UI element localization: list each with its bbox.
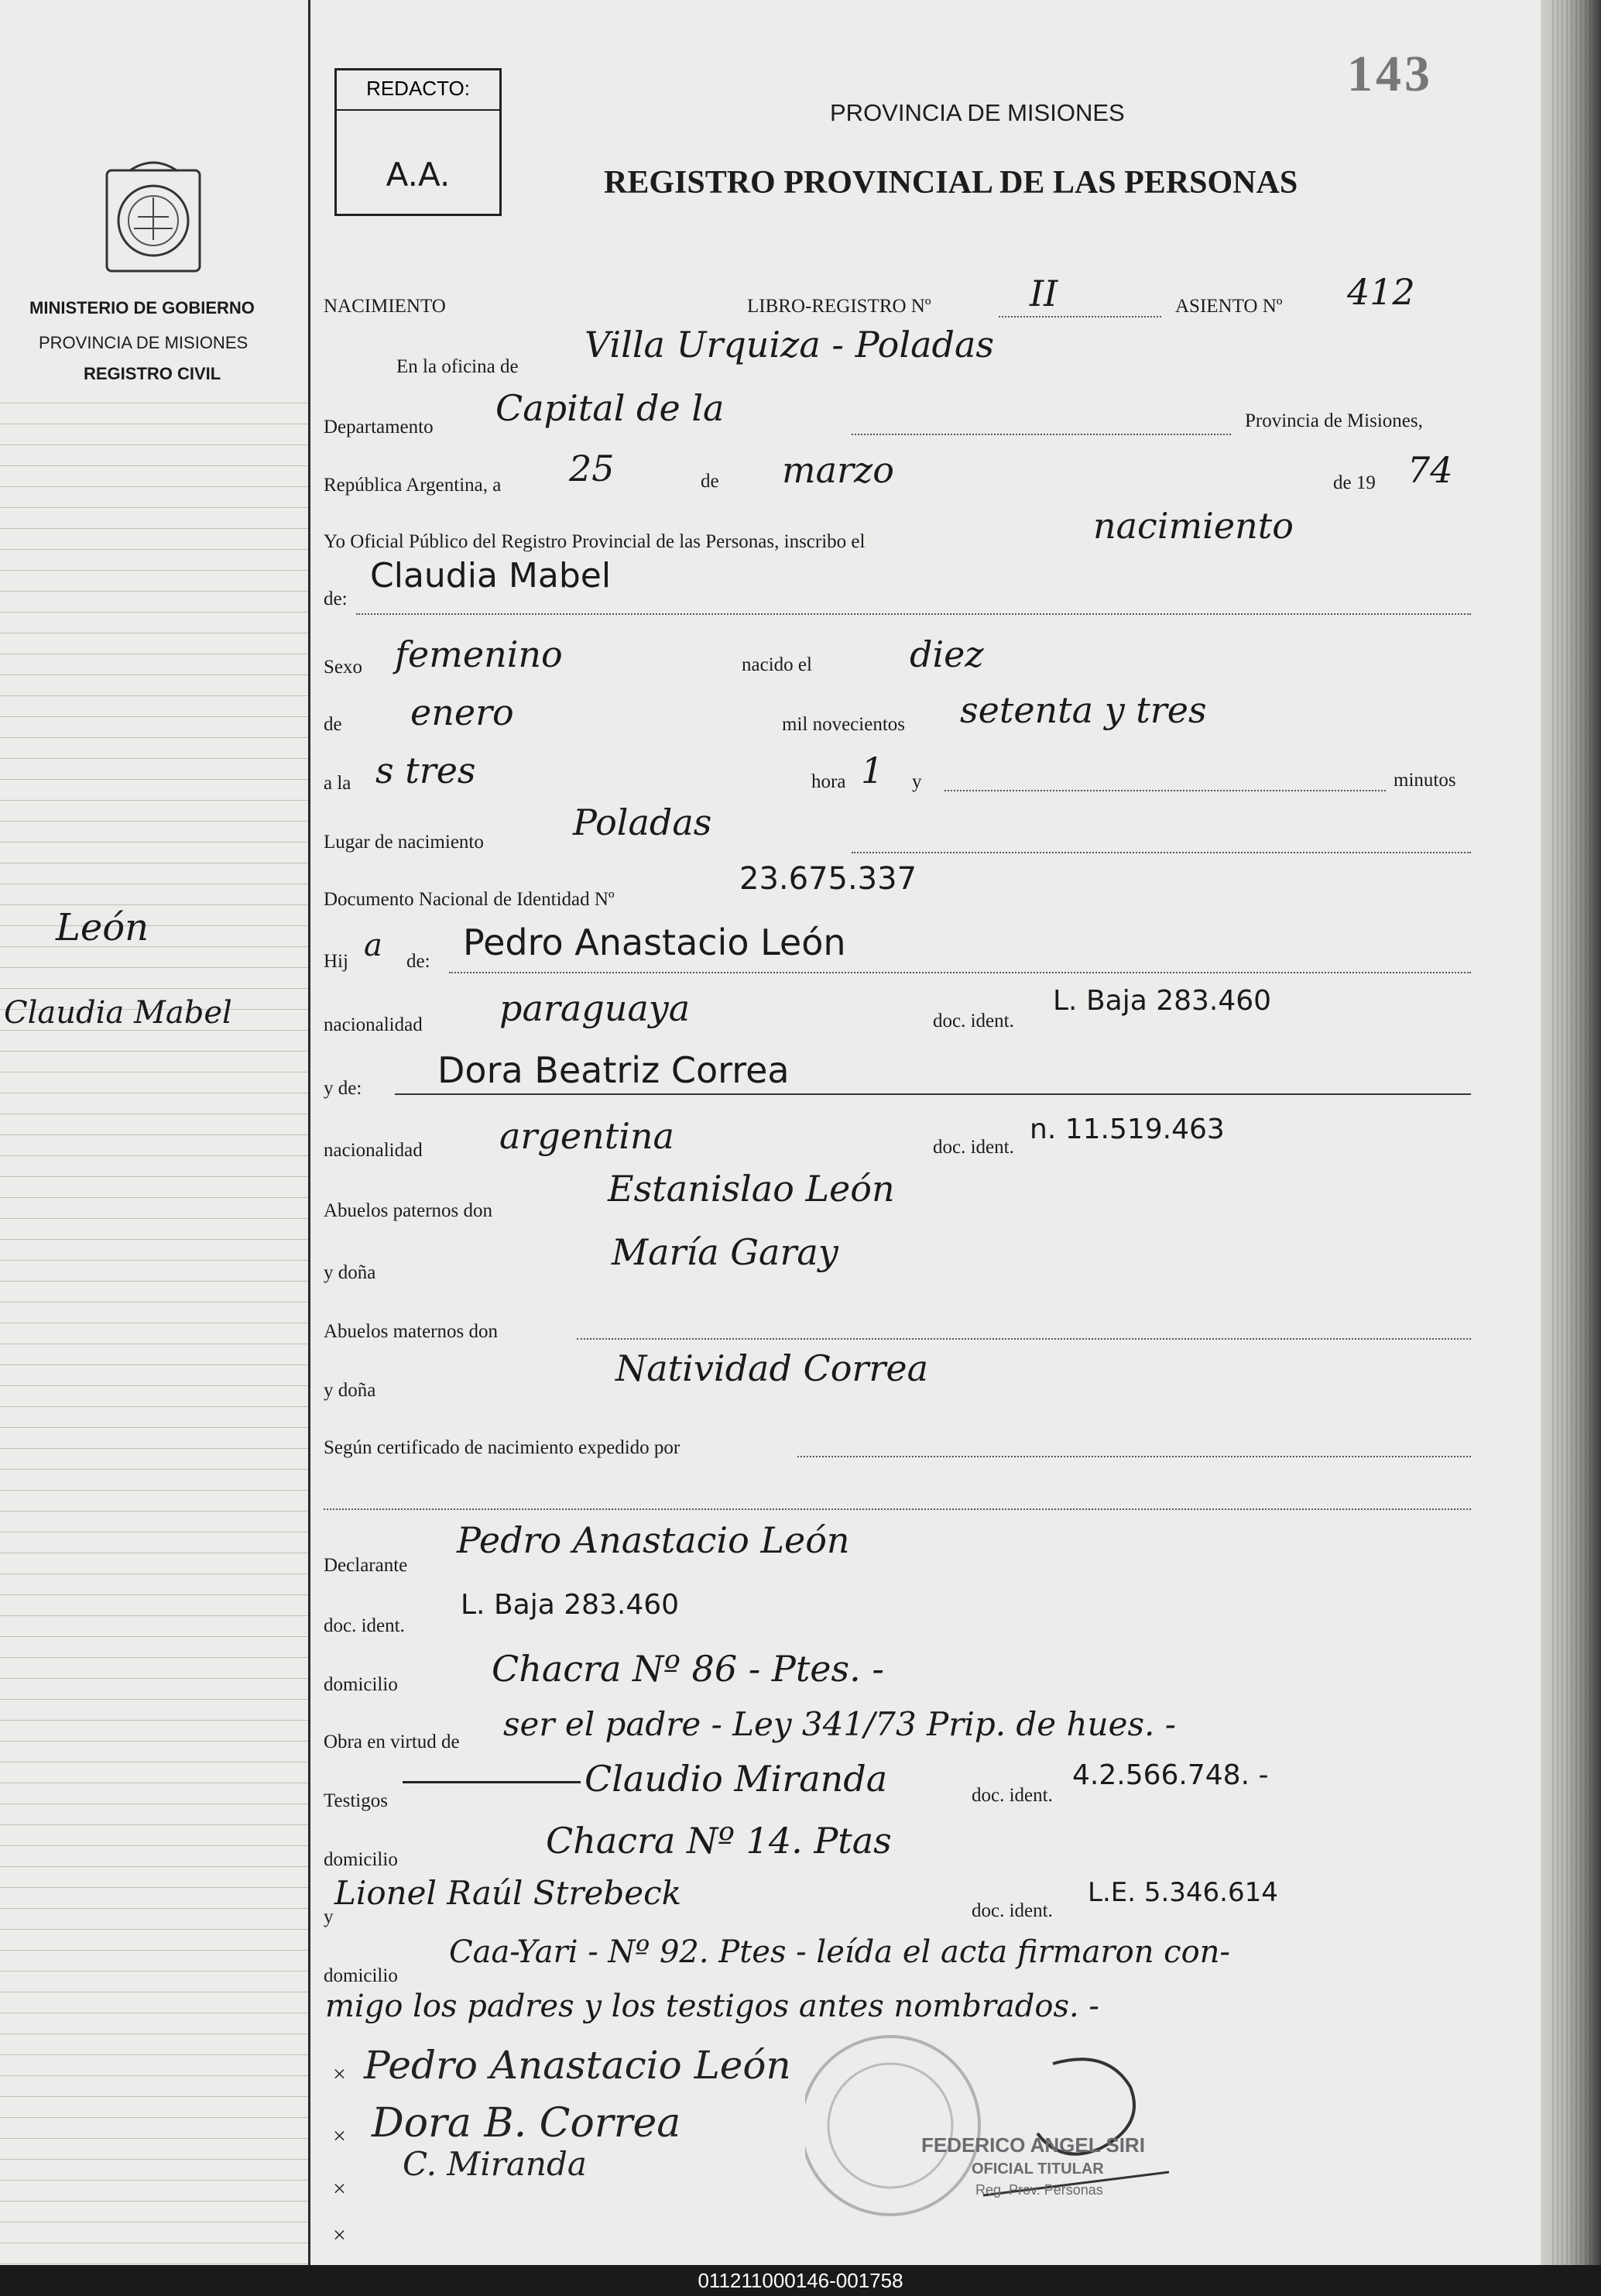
inscribo-value: nacimiento	[1093, 505, 1294, 547]
abuela-paterna-value: María Garay	[612, 1231, 838, 1273]
dni-value: 23.675.337	[739, 861, 917, 897]
redacto-box	[334, 68, 502, 216]
margin-rule	[0, 1385, 308, 1386]
margin-rule	[0, 1636, 308, 1637]
margin-rule	[0, 904, 308, 905]
oficina-label: En la oficina de	[396, 356, 519, 377]
madre-doc-value: n. 11.519.463	[1030, 1114, 1225, 1145]
margin-rule	[0, 1448, 308, 1449]
testigo1-domicilio-value: Chacra Nº 14. Ptas	[546, 1820, 892, 1862]
abuela-materna-value: Natividad Correa	[615, 1347, 929, 1389]
asiento-value: 412	[1347, 271, 1415, 313]
margin-rule	[0, 465, 308, 466]
margin-rule	[0, 2096, 308, 2097]
testigo1-doc-label: doc. ident.	[972, 1785, 1053, 1806]
margin-rule	[0, 486, 308, 487]
margin-rule	[0, 1511, 308, 1512]
margin-rule	[0, 946, 308, 947]
margin-rule	[0, 1615, 308, 1616]
y-de-label: y de:	[324, 1078, 362, 1099]
nacido-el-label: nacido el	[742, 654, 812, 675]
testigo2-value: Lionel Raúl Strebeck	[334, 1874, 682, 1912]
sexo-value: femenino	[395, 633, 563, 675]
y-label: y	[912, 771, 922, 792]
margin-rule	[0, 591, 308, 592]
de-19-label: de 19	[1333, 472, 1376, 493]
testigo1-value: Claudio Miranda	[585, 1758, 888, 1800]
civil-registry-label: REGISTRO CIVIL	[84, 364, 221, 383]
redacto-divider	[337, 109, 499, 111]
stamp-role: OFICIAL TITULAR	[972, 2160, 1104, 2178]
nacido-dia-value: diez	[910, 633, 984, 675]
madre-underline	[395, 1093, 1471, 1095]
signature-testigo: C. Miranda	[403, 2145, 587, 2183]
signature-padre: Pedro Anastacio León	[364, 2043, 791, 2088]
hora-value: 1	[861, 750, 884, 791]
stamp-reg: Reg. Prov. Personas	[975, 2182, 1103, 2198]
hora-label: hora	[811, 771, 846, 792]
sexo-label: Sexo	[324, 657, 362, 678]
left-province-label: PROVINCIA DE MISIONES	[39, 333, 249, 352]
lugar-value: Poladas	[573, 801, 712, 843]
margin-rule	[0, 1971, 308, 1972]
madre-nacionalidad-value: argentina	[499, 1115, 674, 1157]
testigos-label: Testigos	[324, 1790, 388, 1811]
departamento-underline	[852, 434, 1231, 435]
testigos-strike	[403, 1781, 581, 1783]
a-la-value: s tres	[375, 750, 476, 791]
departamento-label: Departamento	[324, 417, 434, 438]
nombre-value: Claudia Mabel	[370, 556, 612, 595]
padre-doc-label: doc. ident.	[933, 1011, 1014, 1031]
margin-rule	[0, 695, 308, 696]
margin-rule	[0, 2075, 308, 2076]
margin-rule	[0, 1908, 308, 1909]
mes-value: marzo	[782, 449, 894, 491]
y-testigo2-label: y	[324, 1906, 334, 1927]
obra-value: ser el padre - Ley 341/73 Prip. de hues. -	[503, 1705, 1176, 1743]
minutos-label: minutos	[1394, 770, 1456, 791]
margin-rule	[0, 1134, 308, 1135]
mil-novecientos-label: mil novecientos	[782, 714, 905, 735]
margin-rule	[0, 1699, 308, 1700]
de2-label: de	[324, 714, 342, 735]
margin-given-names: Claudia Mabel	[4, 995, 232, 1031]
y-dona-materna-label: y doña	[324, 1380, 376, 1401]
asiento-label: ASIENTO Nº	[1175, 296, 1283, 317]
margin-rule	[0, 2201, 308, 2202]
signature-madre: Dora B. Correa	[372, 2100, 681, 2147]
margin-rule	[0, 612, 308, 613]
minutos-underline	[944, 790, 1386, 791]
declarante-domicilio-value: Chacra Nº 86 - Ptes. -	[492, 1648, 884, 1690]
testigo2-doc-value: L.E. 5.346.614	[1088, 1877, 1278, 1908]
margin-rule	[0, 988, 308, 989]
abuelo-paterno-value: Estanislao León	[608, 1168, 895, 1210]
testigo1-domicilio-label: domicilio	[324, 1849, 398, 1870]
margin-rule	[0, 737, 308, 738]
abuelos-maternos-label: Abuelos maternos don	[324, 1321, 498, 1342]
redacto-value: A.A.	[386, 156, 451, 194]
margin-rule	[0, 444, 308, 445]
margin-rule	[0, 800, 308, 801]
margin-rule	[0, 1364, 308, 1365]
margin-rule	[0, 2117, 308, 2118]
testigo2-domicilio-line2: migo los padres y los testigos antes nombrados. -	[325, 1989, 1099, 2024]
nacionalidad-padre-label: nacionalidad	[324, 1014, 423, 1035]
padre-underline	[449, 972, 1471, 973]
padre-doc-value: L. Baja 283.460	[1053, 985, 1272, 1017]
margin-rule	[0, 779, 308, 780]
margin-rule	[0, 1594, 308, 1595]
declarante-doc-label: doc. ident.	[324, 1615, 405, 1636]
margin-rule	[0, 1469, 308, 1470]
margin-rule	[0, 1741, 308, 1742]
margin-rule	[0, 528, 308, 529]
signature-mark-1: ×	[333, 2061, 346, 2087]
header-registry: REGISTRO PROVINCIAL DE LAS PERSONAS	[604, 165, 1298, 201]
book-page-stack	[1552, 0, 1595, 2265]
margin-rule	[0, 2054, 308, 2055]
margin-rule	[0, 1051, 308, 1052]
margin-rule	[0, 2180, 308, 2181]
libro-underline	[999, 316, 1161, 317]
dni-label: Documento Nacional de Identidad Nº	[324, 889, 615, 910]
folio-number: 143	[1347, 46, 1433, 102]
oficial-label: Yo Oficial Público del Registro Provincial de las Personas, inscribo el	[324, 531, 866, 552]
ministry-label: MINISTERIO DE GOBIERNO	[29, 298, 255, 317]
abuelo-materno-underline	[577, 1338, 1471, 1340]
margin-rule	[0, 758, 308, 759]
padre-nacionalidad-value: paraguaya	[499, 987, 691, 1029]
margin-rule	[0, 716, 308, 717]
margin-rule	[0, 2138, 308, 2139]
nacimiento-label: NACIMIENTO	[324, 296, 446, 317]
margin-rule	[0, 1427, 308, 1428]
margin-rule	[0, 925, 308, 926]
margin-rule	[0, 1281, 308, 1282]
de-label: de	[701, 471, 719, 492]
margin-rule	[0, 1197, 308, 1198]
departamento-value: Capital de la	[495, 387, 725, 429]
margin-rule	[0, 1239, 308, 1240]
republica-label: República Argentina, a	[324, 475, 502, 496]
margin-rule	[0, 1260, 308, 1261]
margin-rule	[0, 1950, 308, 1951]
margin-rule	[0, 570, 308, 571]
margin-separator	[308, 0, 310, 2265]
margin-rule	[0, 1866, 308, 1867]
testigo2-domicilio-line1: Caa-Yari - Nº 92. Ptes - leída el acta firmaron con-	[449, 1934, 1230, 1970]
segun-label: Según certificado de nacimiento expedido por	[324, 1437, 681, 1458]
redacto-label: REDACTO:	[366, 77, 470, 100]
nacionalidad-madre-label: nacionalidad	[324, 1140, 423, 1161]
margin-rule	[0, 2263, 308, 2264]
declarante-doc-value: L. Baja 283.460	[461, 1589, 680, 1621]
testigo2-domicilio-label: domicilio	[324, 1965, 398, 1986]
margin-rule	[0, 1218, 308, 1219]
hij-suffix-value: a	[364, 928, 382, 963]
lugar-label: Lugar de nacimiento	[324, 832, 484, 853]
a-la-label: a la	[324, 773, 351, 794]
madre-value: Dora Beatriz Correa	[437, 1049, 790, 1091]
margin-rule	[0, 1887, 308, 1888]
testigo2-doc-label: doc. ident.	[972, 1900, 1053, 1921]
lugar-underline	[852, 852, 1471, 853]
margin-rule	[0, 1720, 308, 1721]
hij-label: Hij	[324, 951, 348, 972]
libro-label: LIBRO-REGISTRO Nº	[747, 296, 931, 317]
margin-rule	[0, 1406, 308, 1407]
margin-rule	[0, 549, 308, 550]
margin-rule	[0, 674, 308, 675]
signature-mark-4: ×	[333, 2222, 346, 2248]
margin-rule	[0, 842, 308, 843]
de-colon-label: de:	[324, 589, 348, 609]
y-dona-paterna-label: y doña	[324, 1262, 376, 1283]
margin-rule	[0, 1678, 308, 1679]
margin-rule	[0, 1490, 308, 1491]
declarante-label: Declarante	[324, 1555, 408, 1576]
margin-rule	[0, 2159, 308, 2160]
margin-rule	[0, 1824, 308, 1825]
margin-rule	[0, 967, 308, 968]
segun-underline-2	[324, 1508, 1471, 1510]
abuelos-paternos-label: Abuelos paternos don	[324, 1200, 493, 1221]
margin-rule	[0, 1845, 308, 1846]
margin-surname: León	[56, 906, 149, 949]
oficina-value: Villa Urquiza - Poladas	[585, 324, 994, 366]
signature-mark-3: ×	[333, 2176, 346, 2202]
margin-rule	[0, 1155, 308, 1156]
margin-rule	[0, 821, 308, 822]
obra-label: Obra en virtud de	[324, 1731, 460, 1752]
madre-doc-label: doc. ident.	[933, 1137, 1014, 1158]
libro-value: II	[1030, 273, 1058, 314]
provincial-seal-icon	[91, 155, 215, 279]
segun-underline	[797, 1456, 1471, 1457]
margin-rule	[0, 507, 308, 508]
hij-de-label: de:	[406, 951, 430, 972]
margin-rule	[0, 2033, 308, 2034]
signature-mark-2: ×	[333, 2123, 346, 2149]
provincia-misiones-label: Provincia de Misiones,	[1245, 410, 1423, 431]
nacido-mes-value: enero	[410, 692, 514, 733]
declarante-domicilio-label: domicilio	[324, 1674, 398, 1695]
footer-code: 011211000146-001758	[0, 2265, 1601, 2296]
margin-rule	[0, 1657, 308, 1658]
padre-value: Pedro Anastacio León	[463, 921, 846, 963]
header-province: PROVINCIA DE MISIONES	[830, 99, 1125, 126]
dia-value: 25	[569, 448, 615, 489]
margin-rule	[0, 1176, 308, 1177]
margin-rule	[0, 1929, 308, 1930]
testigo1-doc-value: 4.2.566.748. -	[1072, 1759, 1269, 1791]
anio-value: 74	[1407, 449, 1453, 491]
nombre-underline	[356, 613, 1471, 615]
nacido-anio-value: setenta y tres	[960, 689, 1207, 731]
stamp-name: FEDERICO ANGEL SIRI	[921, 2133, 1145, 2157]
declarante-value: Pedro Anastacio León	[457, 1519, 850, 1561]
